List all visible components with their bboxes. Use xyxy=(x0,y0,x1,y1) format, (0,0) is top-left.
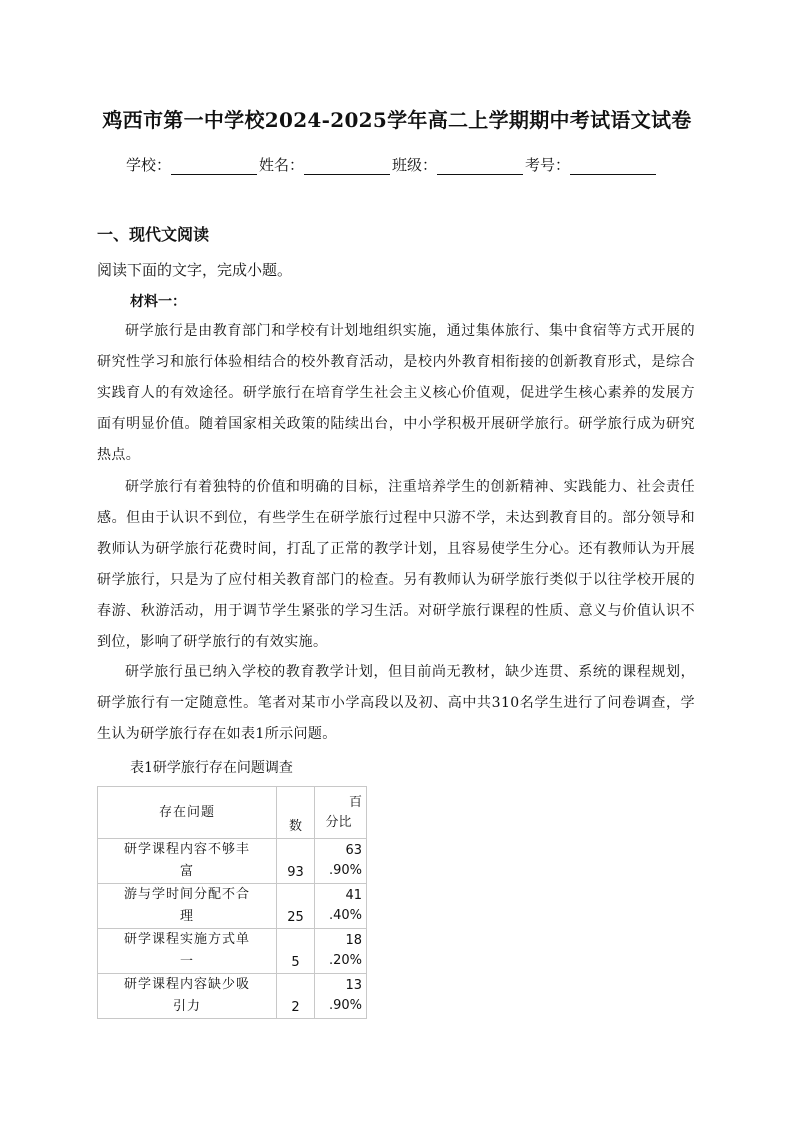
issue-cell: 研学课程内容不够丰 富 xyxy=(98,839,277,884)
paragraph-3: 研学旅行虽已纳入学校的教育教学计划，但目前尚无教材，缺少连贯、系统的课程规划，研学旅行有一定随意性。笔者对某市小学高段以及初、高中共310名学生进行了问卷调查，学生认为研学旅行存在如表1所示问题。 xyxy=(97,664,695,742)
table-row xyxy=(98,839,367,884)
material-heading: 材料一： xyxy=(130,294,186,310)
table-header-row xyxy=(98,787,367,839)
class-blank xyxy=(437,158,523,175)
table-row xyxy=(98,884,367,929)
count-cell: 25 xyxy=(277,884,315,929)
table-row xyxy=(98,974,367,1019)
paragraph-1: 研学旅行是由教育部门和学校有计划地组织实施，通过集体旅行、集中食宿等方式开展的研究性学习和旅行体验相结合的校外教育活动，是校内外教育相衔接的创新教育形式，是综合实践育人的有效途径。研学旅行在培育学生社会主义核心价值观，促进学生核心素养的发展方面有明显价值。随着国家相关政策的陆续出台，中小学积极开展研学旅行。研学旅行成为研究热点。 xyxy=(97,323,695,463)
exam-number-label: 考号： xyxy=(525,156,571,174)
header-count: 数 xyxy=(277,787,315,839)
header-percent-line-1: 百 xyxy=(348,794,362,810)
header-percent xyxy=(315,787,367,839)
school-blank xyxy=(171,158,257,175)
percent-cell: 41 .40% xyxy=(315,884,367,929)
survey-table xyxy=(97,786,367,1019)
exam-number-blank xyxy=(570,158,656,175)
table-row xyxy=(98,929,367,974)
header-issue: 存在问题 xyxy=(98,787,277,839)
header-percent-line-2: 分比 xyxy=(325,814,352,830)
class-label: 班级： xyxy=(392,156,438,174)
reading-instruction: 阅读下面的文字，完成小题。 xyxy=(97,261,293,279)
student-info-row xyxy=(126,153,686,175)
issue-cell: 游与学时间分配不合 理 xyxy=(98,884,277,929)
table-caption: 表1研学旅行存在问题调查 xyxy=(130,760,293,776)
count-cell: 5 xyxy=(277,929,315,974)
issue-cell: 研学课程内容缺少吸 引力 xyxy=(98,974,277,1019)
issue-cell: 研学课程实施方式单 一 xyxy=(98,929,277,974)
section-heading: 一、现代文阅读 xyxy=(97,225,210,244)
count-cell: 93 xyxy=(277,839,315,884)
exam-title: 鸡西市第一中学校2024-2025学年高二上学期期中考试语文试卷 xyxy=(102,108,692,132)
name-label: 姓名： xyxy=(259,156,305,174)
paragraph-2: 研学旅行有着独特的价值和明确的目标，注重培养学生的创新精神、实践能力、社会责任感。但由于认识不到位，有些学生在研学旅行过程中只游不学，未达到教育目的。部分领导和教师认为研学旅行花费时间，打乱了正常的教学计划，且容易使学生分心。还有教师认为开展研学旅行，只是为了应付相关教育部门的检查。另有教师认为研学旅行类似于以往学校开展的春游、秋游活动，用于调节学生紧张的学习生活。对研学旅行课程的性质、意义与价值认识不到位，影响了研学旅行的有效实施。 xyxy=(97,479,695,650)
school-label: 学校： xyxy=(126,156,172,174)
count-cell: 2 xyxy=(277,974,315,1019)
percent-cell: 63 .90% xyxy=(315,839,367,884)
percent-cell: 18 .20% xyxy=(315,929,367,974)
percent-cell: 13 .90% xyxy=(315,974,367,1019)
name-blank xyxy=(304,158,390,175)
